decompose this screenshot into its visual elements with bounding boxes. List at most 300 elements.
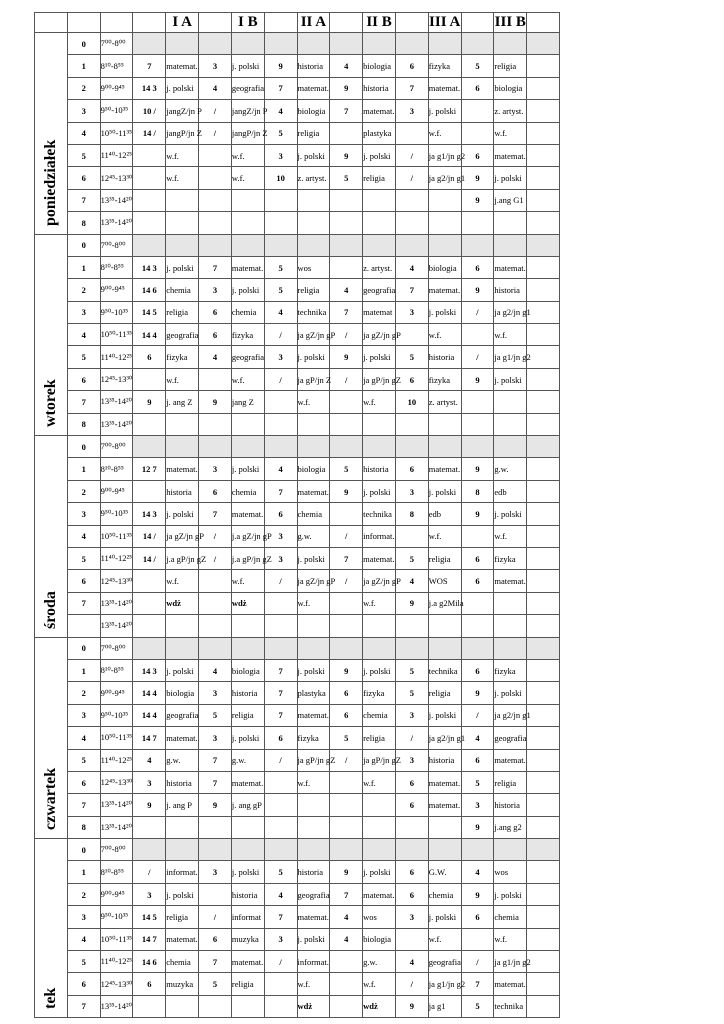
extra-cell: [527, 234, 560, 256]
room-number: 4: [264, 883, 297, 905]
lesson-row: [35, 144, 560, 166]
subject-cell: j. polski: [494, 682, 527, 704]
subject-cell: j.a gP/jn gZ: [166, 547, 199, 569]
subject-cell: j. polski: [297, 659, 330, 681]
lesson-time: 13³⁵-14²⁰: [100, 794, 133, 816]
room-number: 7: [330, 883, 363, 905]
subject-cell: j. polski: [231, 458, 264, 480]
subject-cell: matemat.: [166, 458, 199, 480]
room-number: 6: [199, 480, 232, 502]
lesson-number: 5: [67, 346, 100, 368]
lesson-number: 3: [67, 301, 100, 323]
subject-cell: matemat.: [428, 77, 461, 99]
room-number: 5: [264, 256, 297, 278]
extra-cell: [527, 391, 560, 413]
room-number: /: [395, 973, 428, 995]
lesson-number: 7: [67, 995, 100, 1017]
lesson-number: 1: [67, 659, 100, 681]
room-number: /: [199, 100, 232, 122]
lesson-number: 5: [67, 144, 100, 166]
subject-cell: fizyka: [363, 682, 396, 704]
room-number: 6: [461, 547, 494, 569]
subject-cell: j.ang G1: [494, 189, 527, 211]
extra-cell: [527, 749, 560, 771]
room-number: 7: [199, 951, 232, 973]
lesson-row: [35, 883, 560, 905]
subject-cell: [297, 212, 330, 234]
extra-cell: [527, 883, 560, 905]
room-number: 6: [461, 906, 494, 928]
room-number: 3: [264, 144, 297, 166]
subject-cell: w.f.: [494, 525, 527, 547]
room-number: [330, 816, 363, 838]
lesson-number: 3: [67, 704, 100, 726]
lesson-row: [35, 659, 560, 681]
lesson-row: [35, 324, 560, 346]
lesson-number: 4: [67, 324, 100, 346]
subject-cell: ja gP/jn gZ: [363, 749, 396, 771]
subject-cell: [166, 212, 199, 234]
subject-cell: [231, 637, 264, 659]
subject-cell: geografia: [166, 704, 199, 726]
room-number: 4: [133, 749, 166, 771]
extra-cell: [527, 928, 560, 950]
subject-cell: [363, 637, 396, 659]
subject-cell: [494, 33, 527, 55]
lesson-number: 8: [67, 413, 100, 435]
lesson-row: [35, 436, 560, 458]
room-number: 6: [264, 503, 297, 525]
lesson-time: 9⁵⁰-10³⁵: [100, 100, 133, 122]
room-number: [395, 816, 428, 838]
subject-cell: wdż: [297, 995, 330, 1017]
room-number: 9: [330, 144, 363, 166]
room-number: 6: [330, 682, 363, 704]
subject-cell: historia: [166, 480, 199, 502]
room-number: 9: [461, 189, 494, 211]
subject-cell: [166, 413, 199, 435]
subject-cell: [297, 33, 330, 55]
subject-cell: j. ang P: [166, 794, 199, 816]
room-number: 5: [264, 279, 297, 301]
subject-cell: [363, 794, 396, 816]
room-number: [133, 615, 166, 637]
lesson-time: 11⁴⁰-12²⁵: [100, 749, 133, 771]
lesson-row: [35, 346, 560, 368]
room-number: [395, 189, 428, 211]
subject-cell: ja gZ/jn gP: [297, 570, 330, 592]
subject-cell: [166, 839, 199, 861]
room-number: [330, 839, 363, 861]
subject-cell: matemat.: [166, 928, 199, 950]
lesson-row: [35, 33, 560, 55]
room-number: 5: [461, 55, 494, 77]
room-number: 3: [133, 883, 166, 905]
room-number: [264, 995, 297, 1017]
lesson-row: [35, 704, 560, 726]
subject-cell: historia: [297, 55, 330, 77]
room-number: 4: [330, 55, 363, 77]
subject-cell: j. polski: [231, 727, 264, 749]
subject-cell: religia: [494, 771, 527, 793]
extra-cell: [527, 727, 560, 749]
lesson-number: 5: [67, 749, 100, 771]
day-name: wtorek: [41, 379, 59, 428]
subject-cell: fizyka: [166, 346, 199, 368]
room-number: [461, 234, 494, 256]
lesson-row: [35, 570, 560, 592]
lesson-time: 10⁵⁰-11³⁵: [100, 122, 133, 144]
room-number: 8: [461, 480, 494, 502]
lesson-number: 6: [67, 167, 100, 189]
subject-cell: matemat.: [363, 883, 396, 905]
subject-cell: w.f.: [428, 122, 461, 144]
subject-cell: fizyka: [297, 727, 330, 749]
subject-cell: j. polski: [297, 144, 330, 166]
subject-cell: wdż: [166, 592, 199, 614]
subject-cell: matemat.: [363, 547, 396, 569]
room-number: 14 7: [133, 727, 166, 749]
subject-cell: historia: [428, 346, 461, 368]
lesson-row: [35, 861, 560, 883]
subject-cell: [363, 839, 396, 861]
room-number: 9: [461, 368, 494, 390]
room-number: /: [199, 122, 232, 144]
room-number: 5: [264, 861, 297, 883]
extra-cell: [527, 77, 560, 99]
lesson-time: 12⁴⁵-13³⁰: [100, 368, 133, 390]
lesson-number: 0: [67, 33, 100, 55]
subject-cell: [428, 839, 461, 861]
subject-cell: informat.: [297, 951, 330, 973]
lesson-row: [35, 749, 560, 771]
subject-cell: [166, 234, 199, 256]
subject-cell: historia: [494, 279, 527, 301]
room-number: [330, 33, 363, 55]
subject-cell: ja gP/jn Z: [297, 368, 330, 390]
subject-cell: j. polski: [363, 144, 396, 166]
room-number: [461, 592, 494, 614]
room-number: 10: [395, 391, 428, 413]
lesson-time: 10⁵⁰-11³⁵: [100, 525, 133, 547]
room-number: 7: [264, 480, 297, 502]
subject-cell: [363, 615, 396, 637]
lesson-number: 6: [67, 973, 100, 995]
room-number: [133, 637, 166, 659]
subject-cell: j. polski: [231, 861, 264, 883]
room-number: [264, 413, 297, 435]
room-number: 3: [264, 346, 297, 368]
room-number: /: [461, 951, 494, 973]
subject-cell: ja g1/jn g2: [428, 144, 461, 166]
lesson-row: [35, 615, 560, 637]
room-number: 3: [199, 458, 232, 480]
subject-cell: [231, 212, 264, 234]
extra-cell: [527, 547, 560, 569]
subject-cell: ja gZ/jn gP: [363, 324, 396, 346]
lesson-row: [35, 279, 560, 301]
subject-cell: [428, 615, 461, 637]
day-label-cell: [35, 33, 68, 235]
lesson-row: [35, 682, 560, 704]
subject-cell: religia: [166, 906, 199, 928]
lesson-number: 2: [67, 883, 100, 905]
subject-cell: biologia: [363, 55, 396, 77]
room-number: 7: [395, 77, 428, 99]
subject-cell: [297, 637, 330, 659]
subject-cell: w.f.: [297, 391, 330, 413]
lesson-number: 7: [67, 391, 100, 413]
room-number: [330, 615, 363, 637]
room-number: [264, 189, 297, 211]
subject-cell: biologia: [297, 458, 330, 480]
room-number: 5: [330, 458, 363, 480]
lesson-number: 4: [67, 122, 100, 144]
subject-cell: w.f.: [166, 570, 199, 592]
subject-cell: [363, 413, 396, 435]
subject-cell: fizyka: [428, 55, 461, 77]
room-number: [199, 189, 232, 211]
room-number: 9: [330, 346, 363, 368]
subject-cell: w.f.: [363, 771, 396, 793]
room-number: /: [264, 368, 297, 390]
room-number: [330, 413, 363, 435]
room-number: [199, 234, 232, 256]
room-number: 6: [395, 458, 428, 480]
room-number: 9: [330, 480, 363, 502]
room-number: [133, 368, 166, 390]
subject-cell: j. polski: [428, 906, 461, 928]
room-number: 6: [395, 55, 428, 77]
lesson-time: 9⁰⁰-9⁴⁵: [100, 77, 133, 99]
class-header: II B: [363, 13, 396, 33]
extra-cell: [527, 659, 560, 681]
lesson-time: 12⁴⁵-13³⁰: [100, 771, 133, 793]
subject-cell: j.a gP/jn gZ: [231, 547, 264, 569]
room-number: 7: [330, 547, 363, 569]
room-number: 3: [199, 727, 232, 749]
lesson-row: [35, 391, 560, 413]
room-number: [395, 436, 428, 458]
room-number: 6: [461, 256, 494, 278]
subject-cell: wos: [494, 861, 527, 883]
class-header: III B: [494, 13, 527, 33]
subject-cell: geografia: [494, 727, 527, 749]
room-number: 5: [395, 547, 428, 569]
room-number: [395, 525, 428, 547]
room-number: [330, 212, 363, 234]
subject-cell: j. polski: [166, 659, 199, 681]
subject-cell: [231, 189, 264, 211]
room-number: [133, 436, 166, 458]
room-number: 9: [330, 77, 363, 99]
room-number: 7: [330, 100, 363, 122]
subject-cell: w.f.: [428, 928, 461, 950]
room-number: [199, 816, 232, 838]
subject-cell: matemat.: [428, 279, 461, 301]
header-num-col: [67, 13, 100, 33]
lesson-time: 13³⁵-14²⁰: [100, 212, 133, 234]
subject-cell: geografia: [166, 324, 199, 346]
room-number: 10: [264, 167, 297, 189]
lesson-number: 2: [67, 480, 100, 502]
room-number: [133, 480, 166, 502]
subject-cell: [231, 816, 264, 838]
room-number: 6: [461, 749, 494, 771]
subject-cell: historia: [231, 883, 264, 905]
header-room-col: [199, 13, 232, 33]
subject-cell: religia: [231, 704, 264, 726]
subject-cell: w.f.: [363, 973, 396, 995]
subject-cell: matemat.: [428, 771, 461, 793]
subject-cell: ja g1/jn g2: [494, 951, 527, 973]
room-number: 7: [395, 279, 428, 301]
subject-cell: matemat.: [428, 458, 461, 480]
room-number: 3: [264, 525, 297, 547]
extra-cell: [527, 189, 560, 211]
lesson-time: 8¹⁰-8⁵⁵: [100, 458, 133, 480]
subject-cell: geografia: [231, 77, 264, 99]
lesson-row: [35, 413, 560, 435]
subject-cell: religia: [166, 301, 199, 323]
lesson-row: [35, 794, 560, 816]
subject-cell: plastyka: [363, 122, 396, 144]
subject-cell: ja gZ/jn gP: [363, 570, 396, 592]
room-number: [330, 771, 363, 793]
lesson-time: 8¹⁰-8⁵⁵: [100, 256, 133, 278]
room-number: 9: [461, 883, 494, 905]
extra-cell: [527, 167, 560, 189]
subject-cell: geografia: [297, 883, 330, 905]
subject-cell: z. artyst.: [428, 391, 461, 413]
class-header: III A: [428, 13, 461, 33]
subject-cell: chemia: [166, 951, 199, 973]
lesson-row: [35, 592, 560, 614]
room-number: [395, 839, 428, 861]
subject-cell: w.f.: [297, 771, 330, 793]
room-number: /: [395, 727, 428, 749]
room-number: 4: [264, 301, 297, 323]
subject-cell: matemat.: [494, 144, 527, 166]
lesson-number: 2: [67, 77, 100, 99]
room-number: [461, 928, 494, 950]
subject-cell: [428, 33, 461, 55]
room-number: 14 4: [133, 324, 166, 346]
room-number: 3: [133, 771, 166, 793]
room-number: [264, 234, 297, 256]
subject-cell: geografia: [231, 346, 264, 368]
room-number: 5: [330, 167, 363, 189]
lesson-time: 7⁰⁰-8⁰⁰: [100, 33, 133, 55]
subject-cell: j. ang Z: [166, 391, 199, 413]
room-number: /: [461, 346, 494, 368]
lesson-row: [35, 77, 560, 99]
room-number: 7: [264, 659, 297, 681]
room-number: 14 /: [133, 122, 166, 144]
subject-cell: [363, 189, 396, 211]
lesson-time: 7⁰⁰-8⁰⁰: [100, 234, 133, 256]
lesson-row: [35, 973, 560, 995]
lesson-row: [35, 458, 560, 480]
subject-cell: w.f.: [231, 167, 264, 189]
subject-cell: w.f.: [494, 122, 527, 144]
extra-cell: [527, 279, 560, 301]
subject-cell: matemat.: [297, 906, 330, 928]
subject-cell: fizyka: [231, 324, 264, 346]
room-number: [461, 436, 494, 458]
room-number: [330, 503, 363, 525]
room-number: 6: [395, 883, 428, 905]
room-number: [264, 391, 297, 413]
room-number: 4: [330, 928, 363, 950]
room-number: /: [330, 324, 363, 346]
subject-cell: [297, 816, 330, 838]
extra-cell: [527, 771, 560, 793]
lesson-number: 7: [67, 794, 100, 816]
lesson-row: [35, 55, 560, 77]
lesson-number: 7: [67, 592, 100, 614]
room-number: [199, 995, 232, 1017]
room-number: [133, 995, 166, 1017]
room-number: /: [395, 167, 428, 189]
subject-cell: j.a g2Mila: [428, 592, 461, 614]
room-number: /: [330, 368, 363, 390]
room-number: [461, 615, 494, 637]
subject-cell: j. polski: [428, 704, 461, 726]
room-number: 4: [395, 951, 428, 973]
header-room-col: [330, 13, 363, 33]
lesson-number: 3: [67, 503, 100, 525]
room-number: [330, 637, 363, 659]
room-number: 7: [199, 256, 232, 278]
subject-cell: plastyka: [297, 682, 330, 704]
room-number: [330, 592, 363, 614]
room-number: [330, 391, 363, 413]
room-number: 6: [133, 973, 166, 995]
lesson-time: 9⁰⁰-9⁴⁵: [100, 480, 133, 502]
day-name: tek: [41, 987, 59, 1010]
subject-cell: [231, 413, 264, 435]
subject-cell: religia: [428, 682, 461, 704]
lesson-time: 11⁴⁰-12²⁵: [100, 547, 133, 569]
subject-cell: [297, 234, 330, 256]
extra-cell: [527, 615, 560, 637]
room-number: 6: [133, 346, 166, 368]
subject-cell: j. polski: [231, 55, 264, 77]
subject-cell: j. polski: [363, 861, 396, 883]
subject-cell: j. polski: [428, 100, 461, 122]
room-number: 3: [199, 55, 232, 77]
room-number: /: [264, 749, 297, 771]
room-number: [264, 33, 297, 55]
lesson-number: 5: [67, 951, 100, 973]
room-number: [199, 592, 232, 614]
room-number: 9: [264, 55, 297, 77]
room-number: 4: [461, 727, 494, 749]
subject-cell: [428, 637, 461, 659]
room-number: 6: [395, 794, 428, 816]
lesson-time: 10⁵⁰-11³⁵: [100, 727, 133, 749]
room-number: [330, 995, 363, 1017]
extra-cell: [527, 637, 560, 659]
room-number: [133, 570, 166, 592]
lesson-number: 3: [67, 100, 100, 122]
room-number: 6: [199, 301, 232, 323]
lesson-row: [35, 547, 560, 569]
lesson-number: 2: [67, 682, 100, 704]
subject-cell: religia: [428, 547, 461, 569]
room-number: 12 7: [133, 458, 166, 480]
